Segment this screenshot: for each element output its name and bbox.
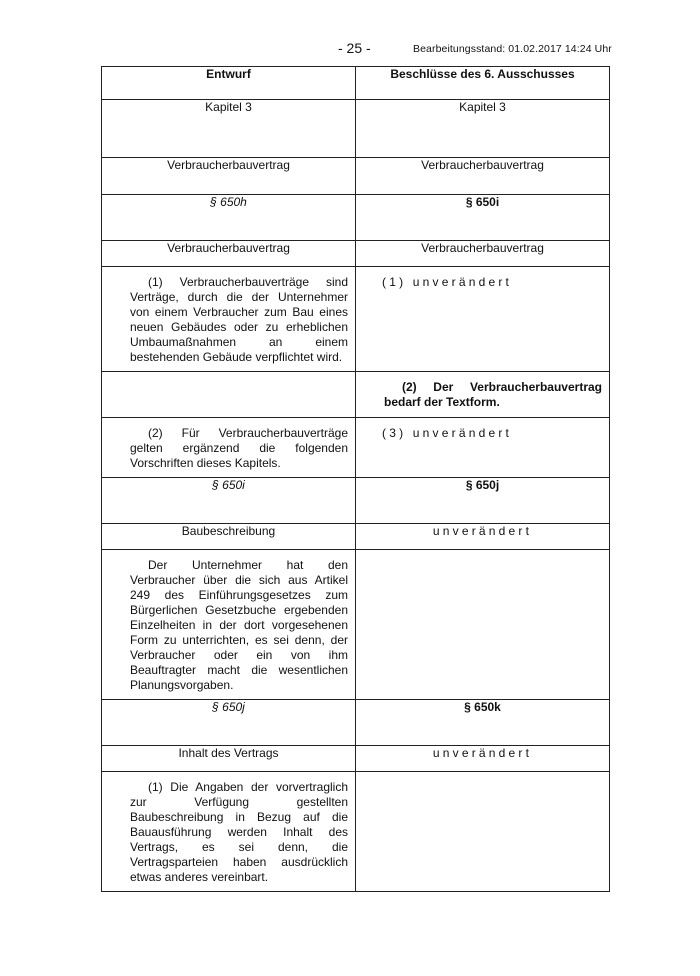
section-title-row xyxy=(102,241,610,267)
column-header-row xyxy=(102,67,610,100)
section-title-row xyxy=(102,746,610,772)
page-number: - 25 - xyxy=(338,40,371,56)
paragraph-right-empty xyxy=(356,772,610,892)
chapter-row xyxy=(102,100,610,158)
section-title-left: Inhalt des Vertrags xyxy=(102,746,356,772)
column-header-entwurf: Entwurf xyxy=(102,67,356,100)
paragraph-row xyxy=(102,418,610,478)
section-left: § 650j xyxy=(102,700,356,746)
section-title-right: unverändert xyxy=(356,524,610,550)
chapter-title-row xyxy=(102,158,610,195)
edit-status: Bearbeitungsstand: 01.02.2017 14:24 Uhr xyxy=(413,43,612,55)
paragraph-left: (1) Verbraucherbauverträge sind Verträge, durch die der Unternehmer von einem Verbraucher zum Bau eines neuen Gebäudes oder zu erheblichen Umbaumaßnahmen an einem bestehenden Gebäude verpflichtet wird. xyxy=(102,267,356,372)
paragraph-left: (1) Die Angaben der vorvertraglich zur Verfügung gestellten Baubeschreibung in Bezug auf die Bauausführung werden Inhalt des Vertrags, es sei denn, die Vertragsparteien haben ausdrücklich etwas anderes vereinbart. xyxy=(102,772,356,892)
section-right: § 650k xyxy=(356,700,610,746)
section-title-right: unverändert xyxy=(356,746,610,772)
section-title-left: Verbraucherbauvertrag xyxy=(102,241,356,267)
paragraph-row xyxy=(102,772,610,892)
paragraph-right-empty xyxy=(356,550,610,700)
section-row xyxy=(102,700,610,746)
paragraph-right: (3) unverändert xyxy=(356,418,610,478)
column-header-beschluesse: Beschlüsse des 6. Ausschusses xyxy=(356,67,610,100)
chapter-title-right: Verbraucherbauvertrag xyxy=(356,158,610,195)
paragraph-left-empty xyxy=(102,372,356,418)
paragraph-right: (1) unverändert xyxy=(356,267,610,372)
section-left: § 650i xyxy=(102,478,356,524)
paragraph-left: Der Unternehmer hat den Verbraucher über die sich aus Artikel 249 des Einführungsgesetzes zum Bürgerlichen Gesetzbuche ergebenden Einzelheiten in der dort vorgesehenen Form zu unterrichten, es sei denn, der Verbraucher oder ein von ihm Beauftragter macht die wesentlichen Planungsvorgaben. xyxy=(102,550,356,700)
paragraph-right: (2) Der Verbraucherbauvertrag bedarf der Textform. xyxy=(356,372,610,418)
chapter-left: Kapitel 3 xyxy=(102,100,356,158)
synopsis-table xyxy=(101,66,610,892)
section-title-left: Baubeschreibung xyxy=(102,524,356,550)
paragraph-row xyxy=(102,372,610,418)
chapter-title-left: Verbraucherbauvertrag xyxy=(102,158,356,195)
chapter-right: Kapitel 3 xyxy=(356,100,610,158)
paragraph-row xyxy=(102,267,610,372)
section-title-row xyxy=(102,524,610,550)
section-right: § 650i xyxy=(356,195,610,241)
paragraph-left: (2) Für Verbraucherbauverträge gelten ergänzend die folgenden Vorschriften dieses Kapitels. xyxy=(102,418,356,478)
section-row xyxy=(102,478,610,524)
paragraph-row xyxy=(102,550,610,700)
section-right: § 650j xyxy=(356,478,610,524)
section-title-right: Verbraucherbauvertrag xyxy=(356,241,610,267)
section-left: § 650h xyxy=(102,195,356,241)
section-row xyxy=(102,195,610,241)
